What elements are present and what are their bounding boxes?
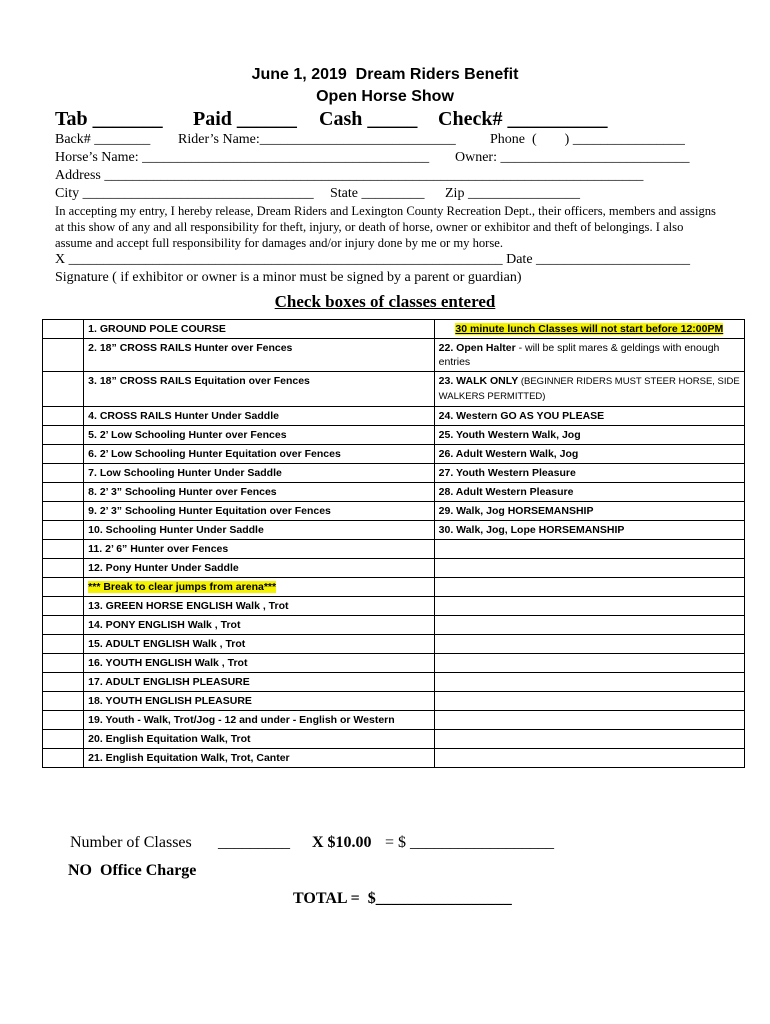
class-checkbox[interactable] [43, 730, 84, 749]
class-checkbox[interactable] [43, 559, 84, 578]
class-row [43, 521, 745, 540]
class-checkbox[interactable] [43, 339, 84, 372]
class-right-note: (BEGINNER RIDERS MUST STEER HORSE, SIDE WALKERS PERMITTED) [438, 376, 740, 402]
class-right-cell [434, 635, 744, 654]
class-left-cell[interactable] [84, 673, 434, 692]
zip-field[interactable]: Zip ________________ [445, 186, 580, 201]
horse-name-field[interactable]: Horse’s Name: _________________________________________ [55, 150, 430, 165]
owner-field[interactable]: Owner: ___________________________ [455, 150, 690, 165]
class-left-cell[interactable] [84, 730, 434, 749]
class-right-cell [434, 730, 744, 749]
class-left-cell[interactable] [84, 483, 434, 502]
class-right-cell[interactable] [434, 372, 744, 407]
class-left-label: 18. YOUTH ENGLISH PLEASURE [88, 695, 252, 707]
signature-date-line[interactable]: X ______________________________________________________________ Date ______________________ [55, 252, 691, 267]
class-row [43, 597, 745, 616]
class-checkbox[interactable] [43, 597, 84, 616]
class-left-cell[interactable] [84, 559, 434, 578]
class-row [43, 339, 745, 372]
class-left-cell[interactable] [84, 372, 434, 407]
class-left-cell[interactable] [84, 597, 434, 616]
class-checkbox[interactable] [43, 692, 84, 711]
class-left-label: 15. ADULT ENGLISH Walk , Trot [88, 638, 246, 650]
class-left-cell[interactable] [84, 692, 434, 711]
class-row [43, 578, 745, 597]
class-checkbox[interactable] [43, 521, 84, 540]
class-checkbox[interactable] [43, 749, 84, 768]
class-checkbox[interactable] [43, 407, 84, 426]
number-of-classes-field[interactable]: _________ [218, 834, 290, 851]
office-charge-note: NO Office Charge [68, 862, 197, 879]
class-right-cell [434, 749, 744, 768]
class-right-label: 25. Youth Western Walk, Jog [438, 429, 581, 441]
classes-heading: Check boxes of classes entered [274, 292, 496, 311]
class-right-label: 28. Adult Western Pleasure [438, 486, 574, 498]
address-field[interactable]: Address _____________________________________________________________________________ [55, 168, 644, 183]
class-row [43, 749, 745, 768]
class-left-label: 5. 2’ Low Schooling Hunter over Fences [88, 429, 287, 441]
class-right-label: 29. Walk, Jog HORSEMANSHIP [438, 505, 594, 517]
class-left-cell[interactable] [84, 578, 434, 597]
class-right-label: 30 minute lunch Classes will not start before 12:00PM [455, 323, 724, 335]
class-row [43, 540, 745, 559]
total-field[interactable]: TOTAL = $_________________ [293, 890, 512, 907]
class-checkbox[interactable] [43, 372, 84, 407]
class-row [43, 320, 745, 339]
class-left-cell[interactable] [84, 445, 434, 464]
subtotal-field[interactable]: = $ __________________ [385, 834, 555, 851]
class-left-cell[interactable] [84, 426, 434, 445]
class-right-cell [434, 597, 744, 616]
class-row [43, 711, 745, 730]
class-left-label: 20. English Equitation Walk, Trot [88, 733, 251, 745]
class-left-label: 10. Schooling Hunter Under Saddle [88, 524, 264, 536]
class-left-cell[interactable] [84, 521, 434, 540]
class-checkbox[interactable] [43, 578, 84, 597]
class-right-cell [434, 654, 744, 673]
class-right-cell[interactable] [434, 464, 744, 483]
class-right-cell[interactable] [434, 339, 744, 372]
class-checkbox[interactable] [43, 654, 84, 673]
rider-name-field[interactable]: Rider’s Name:____________________________ [178, 132, 456, 147]
class-left-label: 16. YOUTH ENGLISH Walk , Trot [88, 657, 248, 669]
class-row [43, 654, 745, 673]
class-left-cell[interactable] [84, 711, 434, 730]
class-left-label: 13. GREEN HORSE ENGLISH Walk , Trot [88, 600, 289, 612]
class-right-cell [434, 578, 744, 597]
class-left-label: 19. Youth - Walk, Trot/Jog - 12 and under - English or Western [88, 714, 395, 726]
class-left-cell[interactable] [84, 654, 434, 673]
class-right-cell [434, 673, 744, 692]
class-row [43, 673, 745, 692]
class-right-cell [434, 540, 744, 559]
class-price: X $10.00 [312, 834, 372, 851]
class-left-label: 4. CROSS RAILS Hunter Under Saddle [88, 410, 279, 422]
class-right-cell[interactable] [434, 483, 744, 502]
class-left-cell[interactable] [84, 635, 434, 654]
class-right-label: 30. Walk, Jog, Lope HORSEMANSHIP [438, 524, 625, 536]
class-left-cell[interactable] [84, 616, 434, 635]
class-checkbox[interactable] [43, 616, 84, 635]
class-left-label: 1. GROUND POLE COURSE [88, 323, 226, 335]
class-left-cell[interactable] [84, 339, 434, 372]
class-right-label: 27. Youth Western Pleasure [438, 467, 576, 479]
class-left-label: 21. English Equitation Walk, Trot, Canter [88, 752, 290, 764]
class-checkbox[interactable] [43, 445, 84, 464]
class-checkbox[interactable] [43, 502, 84, 521]
show-title: June 1, 2019 Dream Riders Benefit [251, 66, 519, 83]
class-left-cell[interactable] [84, 749, 434, 768]
class-right-cell [434, 559, 744, 578]
class-right-cell[interactable] [434, 407, 744, 426]
class-row [43, 559, 745, 578]
class-left-cell[interactable] [84, 320, 434, 339]
signature-note: Signature ( if exhibitor or owner is a minor must be signed by a parent or guardian) [55, 270, 522, 285]
class-row [43, 407, 745, 426]
class-left-label: *** Break to clear jumps from arena*** [88, 581, 277, 593]
class-row [43, 464, 745, 483]
class-left-label: 7. Low Schooling Hunter Under Saddle [88, 467, 282, 479]
class-row [43, 692, 745, 711]
class-row [43, 616, 745, 635]
class-row [43, 426, 745, 445]
class-right-label: 22. Open Halter [438, 342, 516, 354]
class-row [43, 483, 745, 502]
city-field[interactable]: City _________________________________ [55, 186, 314, 201]
class-checkbox[interactable] [43, 635, 84, 654]
show-subtitle: Open Horse Show [316, 88, 454, 105]
class-left-cell[interactable] [84, 502, 434, 521]
class-checkbox[interactable] [43, 426, 84, 445]
class-left-label: 12. Pony Hunter Under Saddle [88, 562, 239, 574]
class-left-label: 3. 18” CROSS RAILS Equitation over Fences [88, 375, 310, 387]
class-right-cell[interactable] [434, 320, 744, 339]
tab-field[interactable]: Tab _______ [55, 108, 163, 130]
class-checkbox[interactable] [43, 673, 84, 692]
class-left-label: 17. ADULT ENGLISH PLEASURE [88, 676, 250, 688]
class-left-label: 14. PONY ENGLISH Walk , Trot [88, 619, 241, 631]
class-right-cell[interactable] [434, 426, 744, 445]
class-checkbox[interactable] [43, 540, 84, 559]
class-right-label: 26. Adult Western Walk, Jog [438, 448, 579, 460]
class-right-note: - will be split mares & geldings with enough entries [438, 342, 720, 368]
class-checkbox[interactable] [43, 483, 84, 502]
classes-table [42, 319, 745, 768]
class-left-label: 11. 2’ 6” Hunter over Fences [88, 543, 229, 555]
class-left-label: 8. 2’ 3” Schooling Hunter over Fences [88, 486, 277, 498]
class-checkbox[interactable] [43, 320, 84, 339]
class-right-cell[interactable] [434, 445, 744, 464]
state-field[interactable]: State _________ [330, 186, 425, 201]
class-row [43, 445, 745, 464]
class-right-label: 23. WALK ONLY [438, 375, 519, 387]
class-row [43, 372, 745, 407]
class-left-label: 6. 2’ Low Schooling Hunter Equitation over Fences [88, 448, 341, 460]
class-right-cell[interactable] [434, 521, 744, 540]
number-of-classes-label: Number of Classes [70, 834, 192, 851]
phone-field[interactable]: Phone ( ) ________________ [490, 132, 685, 147]
paid-field[interactable]: Paid ______ [193, 108, 297, 130]
class-right-cell [434, 616, 744, 635]
back-number-field[interactable]: Back# ________ [55, 132, 151, 147]
class-checkbox[interactable] [43, 464, 84, 483]
class-right-cell [434, 711, 744, 730]
class-left-cell[interactable] [84, 540, 434, 559]
class-checkbox[interactable] [43, 711, 84, 730]
class-row [43, 635, 745, 654]
class-left-label: 2. 18” CROSS RAILS Hunter over Fences [88, 342, 293, 354]
class-row [43, 730, 745, 749]
class-right-label: 24. Western GO AS YOU PLEASE [438, 410, 605, 422]
class-left-cell[interactable] [84, 464, 434, 483]
check-number-field[interactable]: Check# __________ [438, 108, 608, 130]
class-left-cell[interactable] [84, 407, 434, 426]
class-right-cell[interactable] [434, 502, 744, 521]
class-left-label: 9. 2’ 3” Schooling Hunter Equitation over Fences [88, 505, 331, 517]
class-row [43, 502, 745, 521]
class-right-cell [434, 692, 744, 711]
release-statement: In accepting my entry, I hereby release, Dream Riders and Lexington County Recreation Dept., their officers, members and assigns at this show of any and all responsibility for theft, injury, or death of horse, owner or exhibitor and theft of belongings. I also assume and accept full responsibility for damages and/or injury done by me or my horse. [55, 204, 716, 250]
cash-field[interactable]: Cash _____ [319, 108, 418, 130]
